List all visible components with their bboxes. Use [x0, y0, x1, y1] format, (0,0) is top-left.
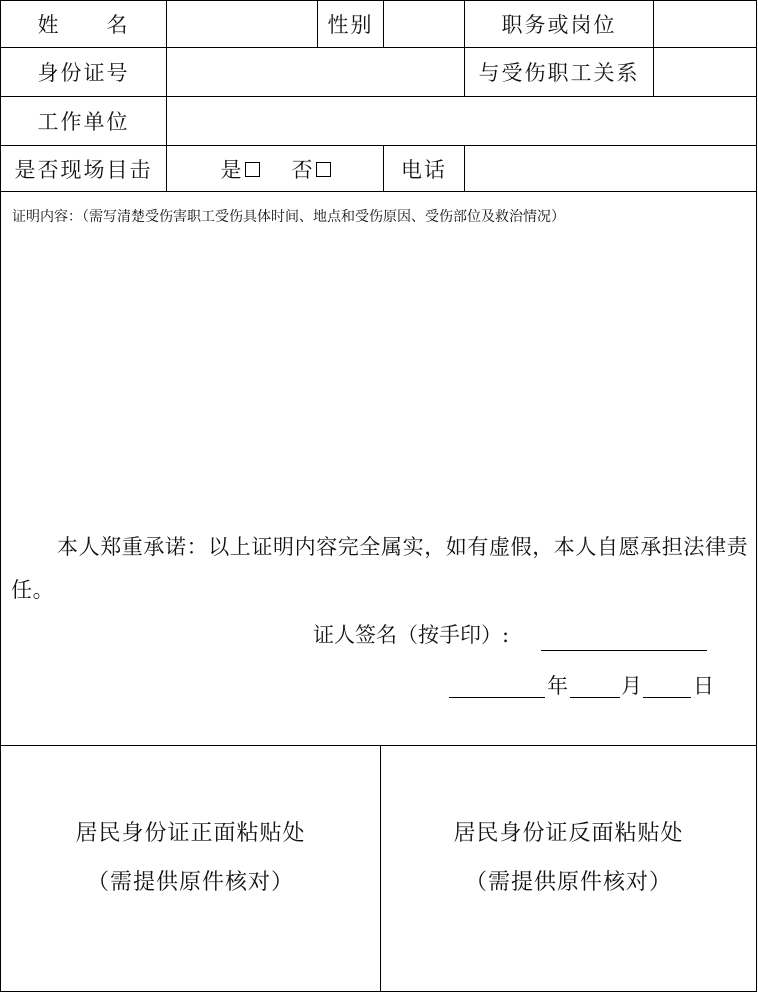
- content-bottom-line: [1, 745, 756, 746]
- id-card-back-title: 居民身份证反面粘贴处: [453, 821, 684, 846]
- id-card-back-area: [381, 791, 756, 921]
- work-unit-label: 工作单位: [37, 110, 130, 134]
- witness-no-checkbox[interactable]: [316, 162, 331, 177]
- witness-no-option[interactable]: [292, 154, 331, 184]
- gender-value[interactable]: [384, 1, 464, 47]
- witness-yes-option[interactable]: [221, 154, 260, 184]
- phone-label: 电话: [401, 157, 447, 182]
- gender-label: 性别: [327, 13, 374, 37]
- id-number-label: 身份证号: [37, 61, 130, 85]
- year-label: 年: [547, 674, 568, 698]
- witness-yes-checkbox[interactable]: [245, 162, 260, 177]
- month-label: 月: [621, 674, 642, 698]
- phone-value[interactable]: [465, 146, 756, 191]
- statement-content-label: 证明内容：（需写清楚受伤害职工受伤具体时间、地点和受伤原因、受伤部位及救治情况）: [12, 209, 565, 225]
- id-card-front-title: 居民身份证正面粘贴处: [75, 821, 306, 846]
- id-card-front-note: （需提供原件核对）: [86, 870, 294, 895]
- relation-label: 与受伤职工关系: [478, 61, 640, 85]
- day-label: 日: [693, 674, 714, 698]
- commitment-text: 本人郑重承诺：以上证明内容完全属实，如有虚假，本人自愿承担法律责任。: [11, 535, 749, 602]
- witness-no-label: 否: [291, 158, 313, 182]
- year-blank-line[interactable]: [449, 697, 545, 698]
- position-value[interactable]: [654, 1, 756, 47]
- signature-line[interactable]: [541, 650, 707, 651]
- witness-yes-label: 是: [220, 158, 242, 182]
- day-blank-line[interactable]: [643, 697, 691, 698]
- witness-label: 是否现场目击: [14, 157, 153, 182]
- id-card-back-note: （需提供原件核对）: [464, 870, 672, 895]
- work-unit-value[interactable]: [167, 97, 756, 145]
- name-label: 姓 名: [37, 13, 130, 37]
- name-value[interactable]: [167, 1, 317, 47]
- position-label: 职务或岗位: [501, 13, 617, 37]
- witness-options: [169, 146, 382, 192]
- id-card-front-area: [1, 791, 380, 921]
- relation-value[interactable]: [654, 48, 756, 96]
- month-blank-line[interactable]: [570, 697, 620, 698]
- id-number-value[interactable]: [167, 48, 464, 96]
- witness-signature-label: 证人签名（按手印）:: [313, 623, 510, 647]
